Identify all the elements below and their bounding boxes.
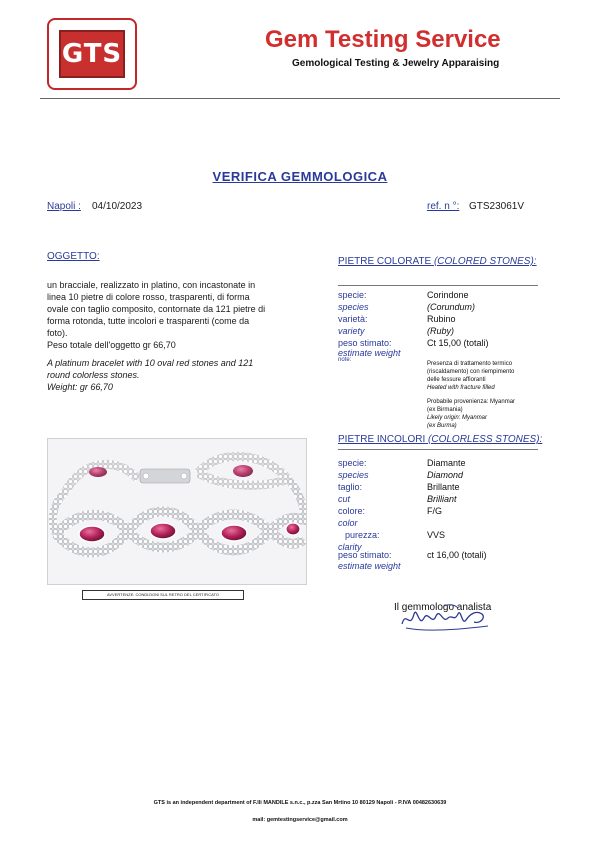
issue-date: 04/10/2023	[92, 201, 143, 212]
object-line: foto).	[47, 328, 68, 338]
cl-weight-value: ct 16,00 (totali)	[427, 550, 487, 560]
colorless-stones-divider	[338, 449, 538, 450]
colored-stones-title-en: (COLORED STONES):	[433, 256, 537, 267]
company-logo	[47, 18, 137, 90]
company-name: Gem Testing Service	[265, 26, 501, 53]
note-line: Presenza di trattamento termico	[427, 361, 513, 367]
cl-cut-label: taglio:	[338, 482, 363, 492]
cl-clarity-label: purezza:	[345, 530, 380, 540]
warning-note: AVVERTENZE: CONDIZIONI SUL RETRO DEL CERTIFICATO	[82, 590, 244, 600]
reference-label: ref. n °:	[427, 201, 460, 212]
logo-text: GTS	[59, 30, 125, 78]
cl-clarity-label-en: clarity	[338, 542, 362, 552]
cl-cut-label-en: cut	[338, 494, 351, 504]
origin-line-en: Likely origin: Myanmar	[427, 415, 488, 421]
cs-variety-label: varietà:	[338, 314, 368, 324]
cs-species-label: specie:	[338, 290, 367, 300]
object-line-en: Weight: gr 66,70	[47, 382, 113, 392]
cs-variety-value: Rubino	[427, 314, 456, 324]
reference-number: GTS23061V	[469, 201, 525, 212]
cs-treatment-note	[427, 360, 557, 392]
document-title-wrap	[0, 168, 600, 186]
cl-species-label-en: species	[338, 470, 369, 480]
colorless-stones-title-en: (COLORLESS STONES):	[428, 434, 543, 445]
cl-weight-label: peso stimato:	[338, 550, 392, 560]
footer-email: mail: gemtestingservice@gmail.com	[252, 817, 348, 823]
colorless-stones-title: PIETRE INCOLORI	[338, 434, 426, 445]
signature-title: Il gemmologo analista	[394, 602, 492, 613]
company-subtitle: Gemological Testing & Jewelry Apparaising	[292, 58, 500, 69]
cs-species-value: Corindone	[427, 290, 469, 300]
bracelet-photo	[47, 438, 307, 585]
cl-clarity-value: VVS	[427, 530, 446, 540]
origin-line: (ex Birmania)	[427, 407, 463, 413]
colored-stones-divider	[338, 285, 538, 286]
header-divider	[40, 98, 560, 99]
handwritten-signature	[396, 600, 496, 636]
object-heading: OGGETTO:	[47, 251, 100, 262]
object-line: forma rotonda, tutte incolori e trasparenti (come da	[47, 316, 250, 326]
object-description-it	[47, 279, 305, 351]
origin-line: Probabile provenienza: Myanmar	[427, 399, 516, 405]
cl-species-value: Diamante	[427, 458, 466, 468]
object-line: Peso totale dell'oggetto gr 66,70	[47, 340, 176, 350]
cs-note-label: note:	[338, 357, 352, 363]
object-line: un bracciale, realizzato in platino, con incastonate in	[47, 280, 256, 290]
cs-weight-label: peso stimato:	[338, 338, 392, 348]
cs-variety-label-en: variety	[338, 326, 365, 336]
cs-weight-label-en: estimate weight	[338, 348, 401, 358]
place-label: Napoli :	[47, 201, 81, 212]
note-line: (riscaldamento) con riempimento	[427, 369, 515, 375]
cl-species-label: specie:	[338, 458, 367, 468]
bracelet-illustration	[48, 439, 306, 584]
colored-stones-heading	[338, 256, 537, 267]
cs-species-value-en: (Corundum)	[427, 302, 476, 312]
colored-stones-title: PIETRE COLORATE	[338, 256, 432, 267]
origin-line-en: (ex Burma)	[427, 423, 457, 429]
object-description-en	[47, 357, 305, 393]
cl-species-value-en: Diamond	[427, 470, 464, 480]
cl-cut-value-en: Brilliant	[427, 494, 457, 504]
object-line: linea 10 pietre di colore rosso, trasparenti, di forma	[47, 292, 250, 302]
object-line-en: A platinum bracelet with 10 oval red stones and 121	[47, 358, 254, 368]
cl-color-value: F/G	[427, 506, 442, 516]
object-line: ovale con taglio composito, contornate da 121 pietre di	[47, 304, 266, 314]
cl-color-label: colore:	[338, 506, 366, 516]
document-title: VERIFICA GEMMOLOGICA	[212, 169, 388, 184]
object-line-en: round colorless stones.	[47, 370, 140, 380]
cs-weight-value: Ct 15,00 (totali)	[427, 338, 489, 348]
cs-species-label-en: species	[338, 302, 369, 312]
note-line-en: Heated with fracture filled	[427, 385, 495, 391]
note-line: delle fessure affioranti	[427, 377, 486, 383]
cl-cut-value: Brillante	[427, 482, 460, 492]
colorless-stones-heading	[338, 434, 542, 445]
cs-origin-note	[427, 398, 557, 430]
cl-color-label-en: color	[338, 518, 358, 528]
cl-weight-label-en: estimate weight	[338, 561, 401, 571]
footer-legal: GTS is an independent department of F.lli MANDILE s.n.c., p.zza San Mrtino 10 80129 Napoli - P.IVA 00482630639	[153, 800, 447, 806]
cs-variety-value-en: (Ruby)	[427, 326, 455, 336]
